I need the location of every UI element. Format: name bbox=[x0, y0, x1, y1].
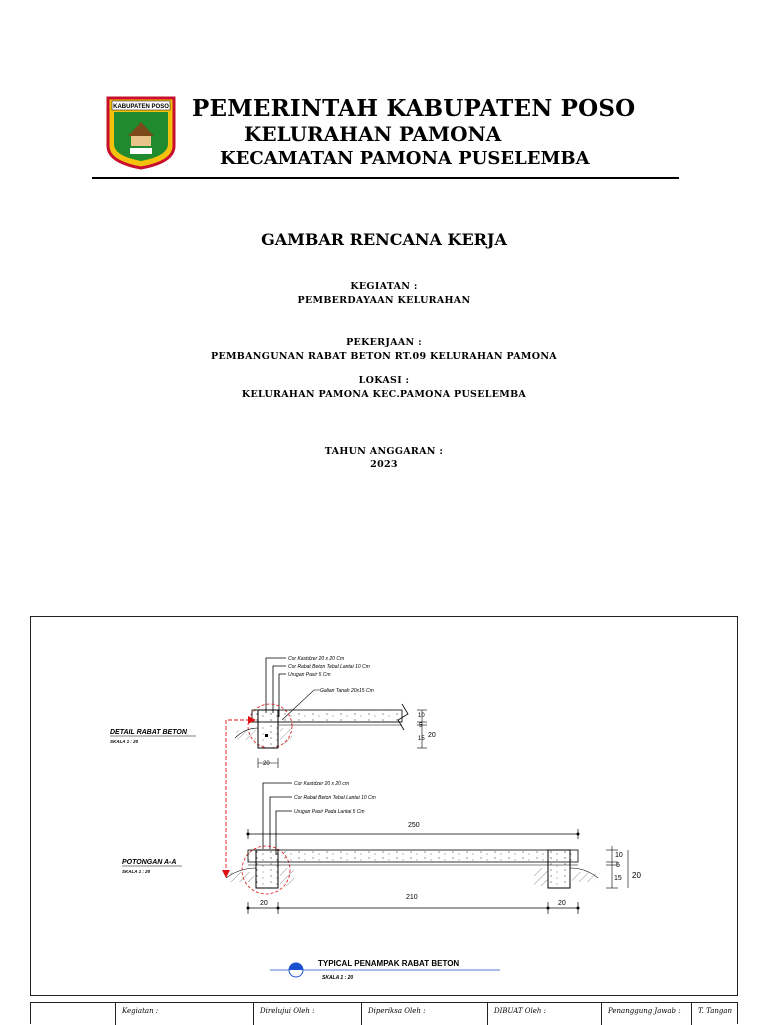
section-kastdzer-right bbox=[548, 850, 570, 888]
pekerjaan-value: PEMBANGUNAN RABAT BETON RT.09 KELURAHAN PAMONA bbox=[211, 351, 557, 362]
detail-scale: SKALA 1 : 20 bbox=[110, 739, 139, 744]
detail-note-3: Urugan Pasir 5 Cm bbox=[288, 672, 331, 678]
kegiatan-label: KEGIATAN : bbox=[350, 281, 418, 292]
title-block-kegiatan: Kegiatan : bbox=[115, 1003, 223, 1025]
section-ground-inner-right bbox=[534, 868, 548, 886]
header-line-2: KELURAHAN PAMONA bbox=[244, 122, 502, 146]
detail-dim-10: 10 bbox=[418, 713, 425, 719]
header-line-3: KECAMATAN PAMONA PUSELEMBA bbox=[220, 148, 590, 169]
title-block-penanggung-jawab: Penanggung Jawab : bbox=[601, 1003, 691, 1025]
title-block-tanda-tangan: T. Tangan bbox=[691, 1003, 737, 1025]
detail-title: DETAIL RABAT BETON bbox=[110, 729, 187, 736]
section-leader-3 bbox=[276, 811, 292, 855]
technical-drawing bbox=[30, 616, 738, 996]
tahun-label: TAHUN ANGGARAN : bbox=[324, 446, 444, 457]
section-note-2: Cor Rabat Beton Tebal Lantai 10 Cm bbox=[294, 795, 376, 801]
detail-dim-15: 15 bbox=[418, 736, 425, 742]
section-dim-20-right: 20 bbox=[558, 900, 566, 907]
tahun-value: 2023 bbox=[370, 459, 398, 470]
detail-note-1: Cor Kastdzer 20 x 20 Cm bbox=[288, 656, 345, 662]
kegiatan-value: PEMBERDAYAAN KELURAHAN bbox=[297, 295, 471, 306]
caption-scale: SKALA 1 : 20 bbox=[322, 975, 354, 981]
section-dim-10: 10 bbox=[615, 852, 623, 859]
detail-note-2: Cor Rabat Beton Tebal Lantai 10 Cm bbox=[288, 664, 370, 670]
section-kastdzer-left bbox=[256, 850, 278, 888]
section-ground-inner-left bbox=[280, 868, 294, 886]
section-dim-15: 15 bbox=[614, 875, 622, 882]
header-line-1: PEMERINTAH KABUPATEN POSO bbox=[192, 95, 636, 122]
header-divider bbox=[92, 177, 679, 179]
section-note-1: Cor Kastdzer 20 x 20 cm bbox=[294, 781, 350, 787]
section-slab bbox=[248, 850, 578, 862]
title-block-diperiksa: Diperiksa Oleh : bbox=[361, 1003, 479, 1025]
lokasi-label: LOKASI : bbox=[358, 375, 410, 386]
section-ground-left bbox=[230, 872, 254, 882]
detail-dim-20h: 20 bbox=[263, 761, 270, 767]
cover-title: GAMBAR RENCANA KERJA bbox=[261, 230, 507, 249]
detail-dim-5: 5 bbox=[419, 723, 423, 729]
section-dim-250: 250 bbox=[408, 822, 420, 829]
section-ground-right bbox=[572, 872, 596, 882]
title-block bbox=[30, 1002, 738, 1024]
section-dim-20v: 20 bbox=[632, 871, 641, 880]
detail-ground-hatch-right bbox=[280, 728, 292, 744]
section-dim-20-left: 20 bbox=[260, 900, 268, 907]
section-leader-2 bbox=[270, 797, 292, 849]
caption-title: TYPICAL PENAMPAK RABAT BETON bbox=[318, 959, 460, 968]
svg-text:KABUPATEN POSO: KABUPATEN POSO bbox=[113, 104, 169, 110]
section-leader-1 bbox=[263, 783, 292, 849]
detail-dim-20v: 20 bbox=[428, 732, 436, 739]
detail-note-4: Galian Tanah 20x15 Cm bbox=[320, 688, 374, 694]
section-dim-210: 210 bbox=[406, 894, 418, 901]
section-scale: SKALA 1 : 20 bbox=[122, 869, 151, 874]
title-block-dibuat: DIBUAT Oleh : bbox=[487, 1003, 597, 1025]
section-dim-5: 5 bbox=[616, 862, 620, 869]
section-title: POTONGAN A-A bbox=[122, 859, 177, 866]
pekerjaan-label: PEKERJAAN : bbox=[346, 337, 422, 348]
detail-ground-hatch-left bbox=[236, 730, 256, 740]
kabupaten-logo-emblem bbox=[106, 96, 176, 170]
section-note-3: Urugan Pasir Pada Lantai 5 Cm bbox=[294, 809, 365, 815]
title-block-disetujui: Direlujui Oleh : bbox=[253, 1003, 361, 1025]
detail-kastdzer-block bbox=[258, 710, 278, 748]
section-link-arrow bbox=[226, 720, 250, 870]
lokasi-value: KELURAHAN PAMONA KEC.PAMONA PUSELEMBA bbox=[241, 389, 527, 400]
